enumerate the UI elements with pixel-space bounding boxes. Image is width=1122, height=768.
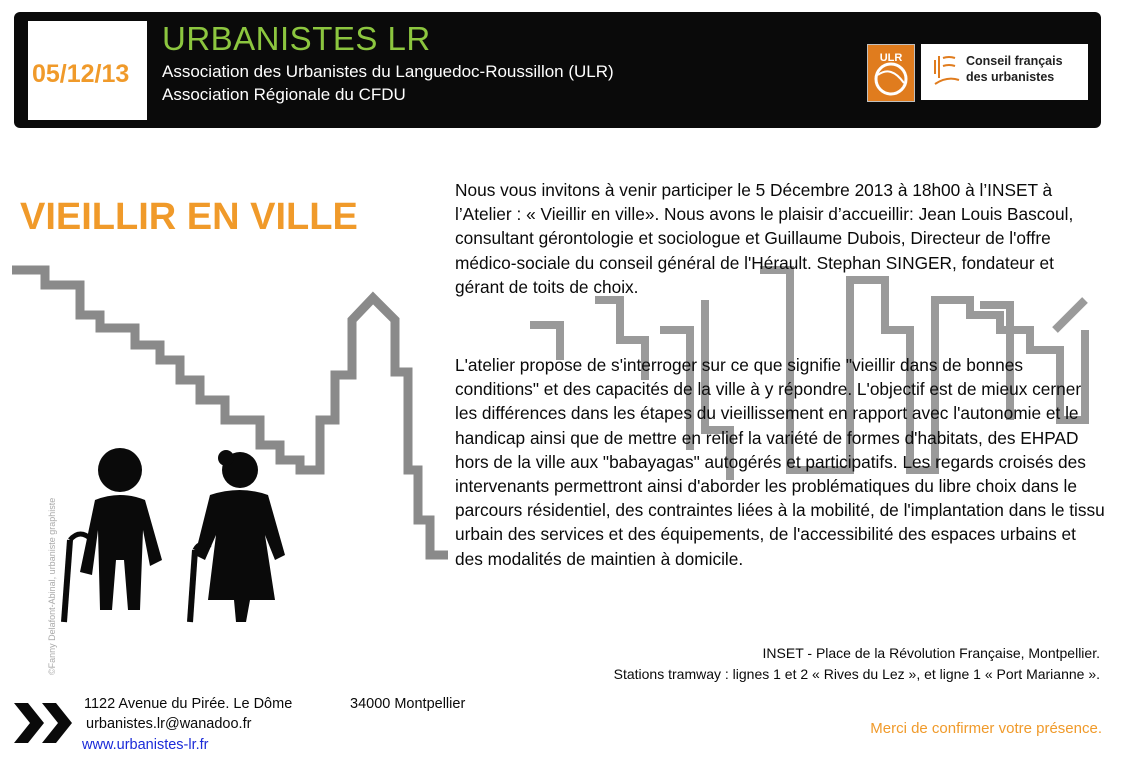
footer-website-link[interactable]: www.urbanistes-lr.fr: [82, 737, 209, 753]
ulr-logo-text: ULR: [879, 52, 903, 64]
description-paragraph: L'atelier propose de s'interroger sur ce que signifie "vieillir dans de bonnes conditions" et des capacités de la ville à y répondre. L'objectif est de mieux cerner les différences dans les étapes du vieillissement en rapport avec l'autonomie et le handicap ainsi que de mettre en relief la variété de formes d'habitats, des EHPAD hors de la ville aux "babayagas" autogérés et participatifs. Les regards croisés des intervenants permettront ainsi d'aborder les problématiques du libre choix dans le parcours résidentiel, des contraintes liées à la mobilité, de l'implantation dans le tissu urbain des services et des équipements, de l'accessibilité des espaces urbains et des modalités de maintien à domicile.: [455, 355, 1105, 569]
elderly-couple-icon: [64, 448, 285, 622]
venue-address: INSET - Place de la Révolution Française, Montpellier.: [762, 645, 1100, 661]
confirm-attendance: Merci de confirmer votre présence.: [870, 720, 1102, 737]
event-date: 05/12/13: [32, 60, 130, 88]
footer-address: 1122 Avenue du Pirée. Le Dôme: [84, 696, 293, 712]
cfdu-logo-text-2: des urbanistes: [966, 70, 1055, 84]
org-title: URBANISTES LR: [162, 20, 431, 57]
intro-paragraph: Nous vous invitons à venir participer le 5 Décembre 2013 à 18h00 à l’INSET à l’Atelier : « Vieillir en ville». Nous avons le plaisir d’accueillir: Jean Louis Bascoul, consultant gérontologie et sociologue et Guillaume Dubois, Directeur de l'offre médico-sociale du conseil général de l'Hérault. Stephan SINGER, fondateur et gérant de toits de choix.: [455, 180, 1074, 297]
footer-city: 34000 Montpellier: [350, 696, 466, 712]
tram-stations: Stations tramway : lignes 1 et 2 « Rives du Lez », et ligne 1 « Port Marianne ».: [613, 666, 1100, 682]
org-subtitle-2: Association Régionale du CFDU: [162, 85, 406, 104]
ulr-logo: [867, 44, 915, 102]
footer-email[interactable]: urbanistes.lr@wanadoo.fr: [86, 716, 252, 732]
headline: VIEILLIR EN VILLE: [20, 196, 358, 238]
cfdu-logo-text-1: Conseil français: [966, 54, 1063, 68]
image-credit: ©Fanny Delafont-Abinal, urbaniste graphiste: [47, 497, 57, 675]
org-subtitle-1: Association des Urbanistes du Languedoc-Roussillon (ULR): [162, 62, 614, 81]
double-chevron-icon: [14, 703, 78, 743]
